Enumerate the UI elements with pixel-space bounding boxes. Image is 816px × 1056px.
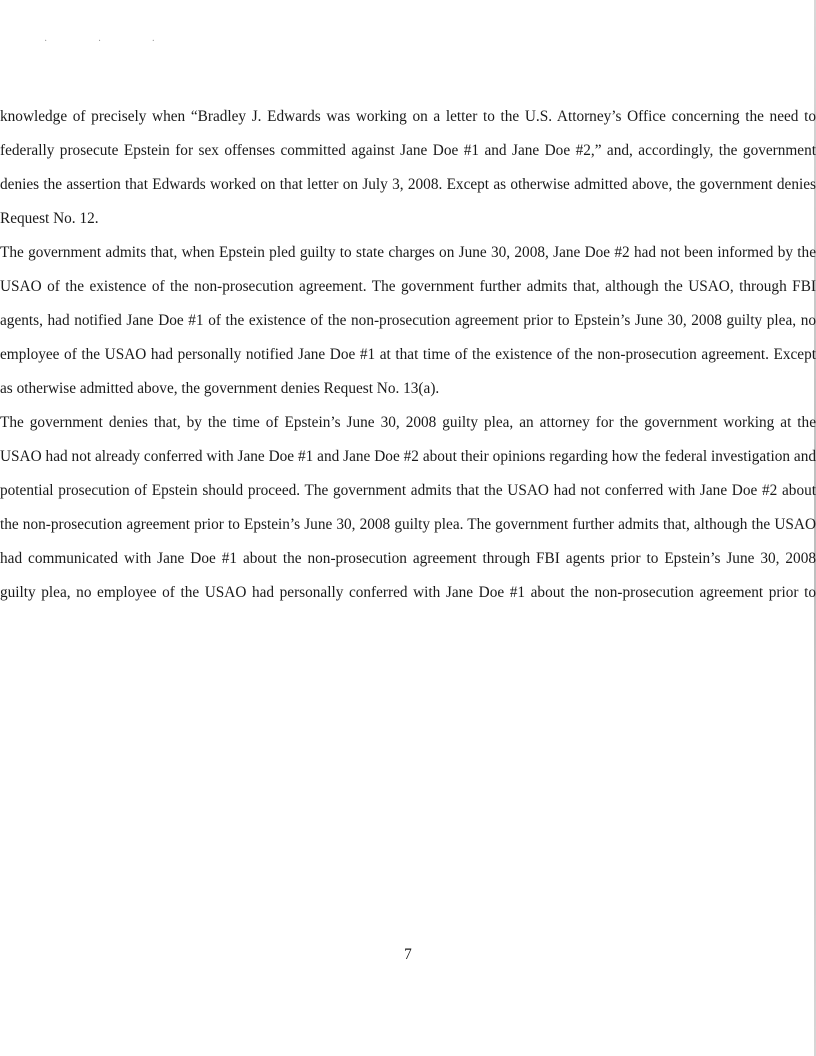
request-13a-paragraph [0,236,816,406]
page-number: 7 [404,946,412,963]
request-13a-text: The government admits that, when Epstein pled guilty to state charges on June 30, 2008, Jane Doe #2 had not been informed by the USAO of the existence of the non-prosecution agreement. The government further admits that, although the USAO, through FBI agents, had notified Jane Doe #1 of the existence of the non-prosecution agreement prior to Epstein’s June 30, 2008 guilty plea, no employee of the USAO had personally notified Jane Doe #1 at that time of the existence of the non-prosecution agreement. Except as otherwise admitted above, the government denies Request No. 13(a). [0,244,816,397]
scan-artifact-marks: · · · [44,36,179,47]
request-13b-paragraph [0,406,816,610]
document-body [0,100,816,610]
request-13b-text: The government denies that, by the time of Epstein’s June 30, 2008 guilty plea, an attorney for the government working at the USAO had not already conferred with Jane Doe #1 and Jane Doe #2 about their opinions regarding how the federal investigation and potential prosecution of Epstein should proceed. The government admits that the USAO had not conferred with Jane Doe #2 about the non-prosecution agreement prior to Epstein’s June 30, 2008 guilty plea. The government further admits that, although the USAO had communicated with Jane Doe #1 about the non-prosecution agreement through FBI agents prior to Epstein’s June 30, 2008 guilty plea, no employee of the USAO had personally conferred with Jane Doe #1 about the non-prosecution agreement prior to [0,414,816,601]
continuation-paragraph: knowledge of precisely when “Bradley J. Edwards was working on a letter to the U.S. Attorney’s Office concerning the need to federally prosecute Epstein for sex offenses committed against Jane Doe #1 and Jane Doe #2,” and, accordingly, the government denies the assertion that Edwards worked on that letter on July 3, 2008. Except as otherwise admitted above, the government denies Request No. 12. [0,108,816,227]
